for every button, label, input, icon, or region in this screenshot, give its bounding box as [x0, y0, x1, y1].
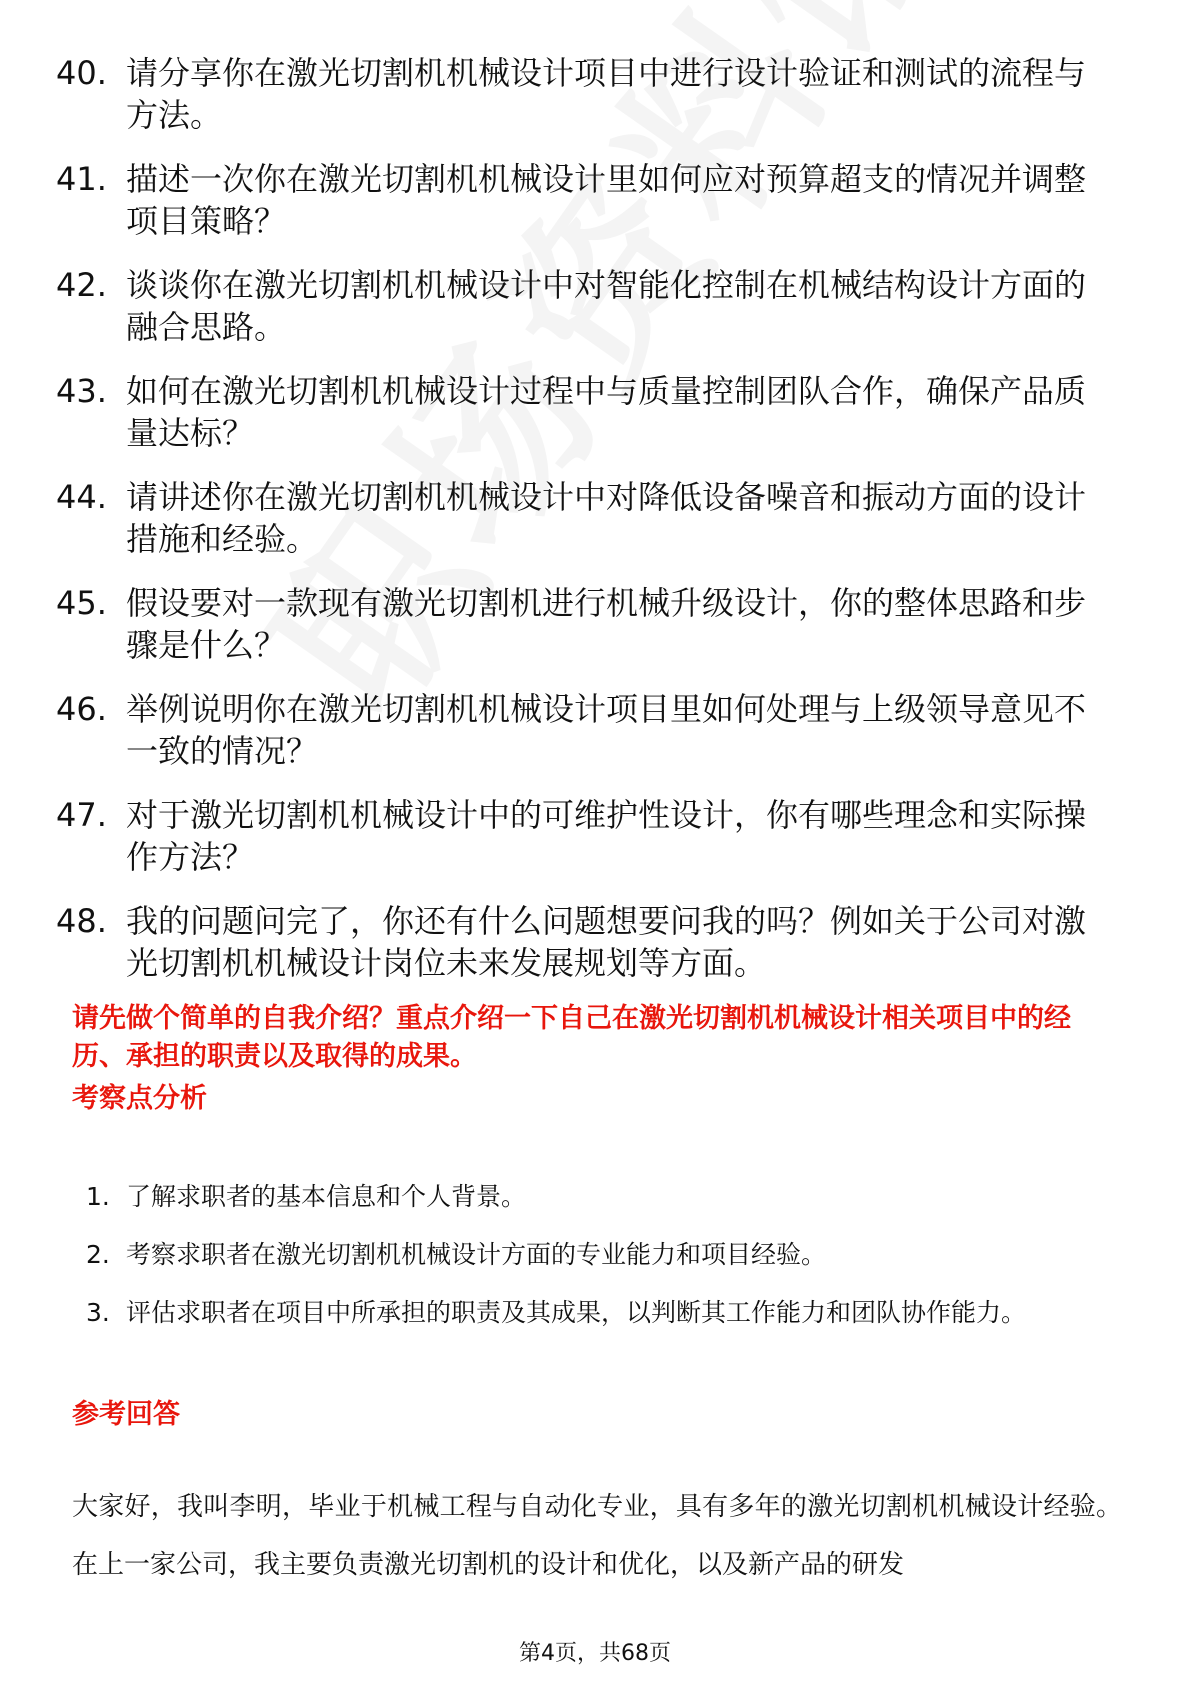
question-text: 请讲述你在激光切割机机械设计中对降低设备噪音和振动方面的设计措施和经验。	[126, 478, 1087, 558]
question-text: 我的问题问完了，你还有什么问题想要问我的吗？例如关于公司对激光切割机机械设计岗位未来发展规划等方面。	[126, 902, 1087, 982]
question-number: 48.	[56, 902, 107, 940]
question-item	[56, 158, 1116, 242]
question-item	[56, 582, 1116, 666]
question-text: 对于激光切割机机械设计中的可维护性设计，你有哪些理念和实际操作方法？	[126, 796, 1087, 876]
question-text: 如何在激光切割机机械设计过程中与质量控制团队合作，确保产品质量达标？	[126, 372, 1087, 452]
question-number: 45.	[56, 584, 107, 622]
answer-text: 大家好，我叫李明，毕业于机械工程与自动化专业，具有多年的激光切割机机械设计经验。在上一家公司，我主要负责激光切割机的设计和优化，以及新产品的研发	[72, 1492, 1122, 1580]
question-item	[56, 688, 1116, 772]
question-number: 46.	[56, 690, 107, 728]
question-number: 47.	[56, 796, 107, 834]
question-item	[56, 370, 1116, 454]
question-item	[56, 476, 1116, 560]
page-footer: 第4页，共68页	[519, 1641, 671, 1666]
highlight-question: 请先做个简单的自我介绍？重点介绍一下自己在激光切割机机械设计相关项目中的经历、承担的职责以及取得的成果。	[72, 1003, 1071, 1072]
analysis-item	[86, 1226, 1126, 1284]
question-item	[56, 52, 1116, 136]
question-number: 42.	[56, 266, 107, 304]
question-item	[56, 900, 1116, 984]
question-text: 请分享你在激光切割机机械设计项目中进行设计验证和测试的流程与方法。	[126, 54, 1087, 134]
question-number: 44.	[56, 478, 107, 516]
analysis-number: 1.	[86, 1182, 110, 1211]
analysis-text: 考察求职者在激光切割机机械设计方面的专业能力和项目经验。	[126, 1240, 827, 1269]
question-list	[56, 52, 1116, 1006]
question-text: 谈谈你在激光切割机机械设计中对智能化控制在机械结构设计方面的融合思路。	[126, 266, 1087, 346]
question-text: 假设要对一款现有激光切割机进行机械升级设计，你的整体思路和步骤是什么？	[126, 584, 1087, 664]
question-text: 描述一次你在激光切割机机械设计里如何应对预算超支的情况并调整项目策略？	[126, 160, 1087, 240]
question-number: 43.	[56, 372, 107, 410]
analysis-number: 3.	[86, 1298, 110, 1327]
question-text: 举例说明你在激光切割机机械设计项目里如何处理与上级领导意见不一致的情况？	[126, 690, 1087, 770]
analysis-list	[86, 1168, 1126, 1342]
analysis-number: 2.	[86, 1240, 110, 1269]
analysis-item	[86, 1168, 1126, 1226]
question-item	[56, 794, 1116, 878]
analysis-text: 评估求职者在项目中所承担的职责及其成果，以判断其工作能力和团队协作能力。	[126, 1298, 1027, 1327]
analysis-text: 了解求职者的基本信息和个人背景。	[126, 1182, 527, 1211]
question-number: 40.	[56, 54, 107, 92]
analysis-heading: 考察点分析	[72, 1083, 207, 1114]
question-item	[56, 264, 1116, 348]
analysis-item	[86, 1284, 1126, 1342]
question-number: 41.	[56, 160, 107, 198]
answer-heading: 参考回答	[72, 1399, 180, 1430]
